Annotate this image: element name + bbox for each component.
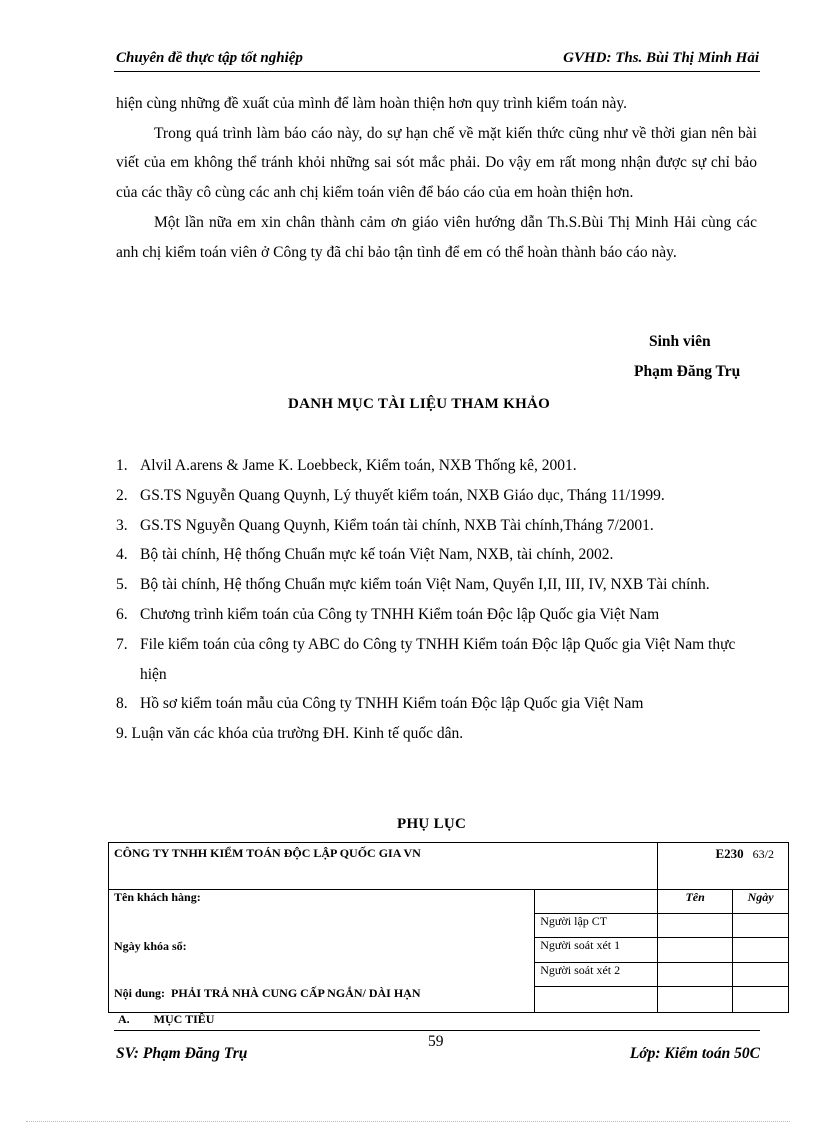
name-cell <box>658 913 733 938</box>
reference-number: 8. <box>116 695 128 713</box>
appendix-title: PHỤ LỤC <box>397 816 467 832</box>
date-cell <box>733 962 789 987</box>
name-cell <box>658 938 733 963</box>
reference-number: 3. <box>116 516 128 534</box>
audit-form-table <box>108 842 789 1013</box>
reference-item <box>116 689 759 719</box>
reference-item <box>116 540 759 570</box>
footer-rule <box>114 1030 760 1031</box>
reference-text: Hồ sơ kiểm toán mẫu của Công ty TNHH Kiểm toán Độc lập Quốc gia Việt Nam <box>140 695 644 713</box>
role-cell: Người soát xét 2 <box>535 962 658 987</box>
content-value: PHẢI TRẢ NHÀ CUNG CẤP NGẮN/ DÀI HẠN <box>171 986 421 1000</box>
footer-left: SV: Phạm Đăng Trụ <box>116 1045 248 1062</box>
paragraph-2: Trong quá trình làm báo cáo này, do sự hạn chế về mặt kiến thức cũng như về thời gian nên bài viết của em không thể tránh khỏi những sai sót mắc phải. Do vậy em rất mong nhận được sự chỉ bảo của các thầy cô cùng các anh chị kiểm toán viên để báo cáo của em hoàn thiện hơn. <box>116 124 757 202</box>
col-date-header: Ngày <box>733 890 789 914</box>
role-cell: Người lập CT <box>535 913 658 938</box>
section-a <box>118 1012 214 1027</box>
form-info-cell <box>109 890 535 1013</box>
reference-item <box>116 481 759 511</box>
reference-number: 5. <box>116 576 128 594</box>
reference-text: Bộ tài chính, Hệ thống Chuẩn mực kế toán Việt Nam, NXB, tài chính, 2002. <box>140 546 614 564</box>
signature-name: Phạm Đăng Trụ <box>634 363 741 380</box>
section-a-title: MỤC TIÊU <box>153 1012 215 1026</box>
company-cell <box>109 843 658 890</box>
reference-text: Bộ tài chính, Hệ thống Chuẩn mực kiểm toán Việt Nam, Quyển I,II, III, IV, NXB Tài chính. <box>140 576 710 594</box>
col-name-header: Tên <box>658 890 733 914</box>
reference-number: 6. <box>116 605 128 623</box>
company-name: CÔNG TY TNHH KIỂM TOÁN ĐỘC LẬP QUỐC GIA VN <box>114 846 421 860</box>
reference-number: 1. <box>116 457 128 474</box>
reference-item <box>116 570 759 600</box>
reference-item <box>116 451 759 481</box>
date-cell <box>733 987 789 1013</box>
role-cell: Người soát xét 1 <box>535 938 658 963</box>
body-text <box>116 89 757 267</box>
paragraph-1: hiện cùng những đề xuất của mình để làm hoàn thiện hơn quy trình kiểm toán này. <box>116 95 628 112</box>
closing-date-label: Ngày khóa sổ: <box>114 939 187 953</box>
reference-number: 9. <box>116 725 128 743</box>
paragraph-3: Một lần nữa em xin chân thành cảm ơn giáo viên hướng dẫn Th.S.Bùi Thị Minh Hải cùng các anh chị kiểm toán viên ở Công ty đã chỉ bảo tận tình để em có thể hoàn thành báo cáo này. <box>116 213 757 261</box>
content-label: Nội dung: <box>114 986 166 1000</box>
code-cell <box>658 843 789 890</box>
reference-item <box>116 630 759 690</box>
reference-number: 2. <box>116 486 128 504</box>
form-code-sub: 63/2 <box>752 847 774 861</box>
reference-number: 4. <box>116 546 128 564</box>
role-cell <box>535 987 658 1013</box>
header-right: GVHD: Ths. Bùi Thị Minh Hải <box>563 50 759 66</box>
references-title: DANH MỤC TÀI LIỆU THAM KHẢO <box>288 396 551 412</box>
reference-text: Alvil A.arens & Jame K. Loebbeck, Kiểm toán, NXB Thống kê, 2001. <box>140 457 577 474</box>
reference-text: File kiểm toán của công ty ABC do Công ty TNHH Kiểm toán Độc lập Quốc gia Việt Nam thực hiện <box>140 635 736 683</box>
section-a-number: A. <box>118 1012 130 1026</box>
reference-text: GS.TS Nguyễn Quang Quynh, Kiểm toán tài chính, NXB Tài chính,Tháng 7/2001. <box>140 516 654 534</box>
name-cell <box>658 962 733 987</box>
reference-text: Luận văn các khóa của trường ĐH. Kinh tế quốc dân. <box>131 725 464 743</box>
name-cell <box>658 987 733 1013</box>
page-number: 59 <box>428 1033 444 1050</box>
reference-text: Chương trình kiểm toán của Công ty TNHH Kiểm toán Độc lập Quốc gia Việt Nam <box>140 605 660 623</box>
date-cell <box>733 938 789 963</box>
client-label: Tên khách hàng: <box>114 890 201 904</box>
header-rule <box>114 71 760 72</box>
reference-item <box>116 719 759 749</box>
reference-text: GS.TS Nguyễn Quang Quynh, Lý thuyết kiểm toán, NXB Giáo dục, Tháng 11/1999. <box>140 486 665 504</box>
footer-right: Lớp: Kiểm toán 50C <box>629 1045 760 1062</box>
content-row <box>114 986 420 1001</box>
header-left: Chuyên đề thực tập tốt nghiệp <box>116 50 303 66</box>
date-cell <box>733 913 789 938</box>
reference-number: 7. <box>116 635 128 653</box>
reference-item <box>116 511 759 541</box>
references-list <box>116 451 759 749</box>
page-edge-line <box>26 1121 790 1122</box>
signature-role: Sinh viên <box>649 333 711 350</box>
blank-cell <box>535 890 658 914</box>
form-code: E230 <box>715 846 744 861</box>
reference-item <box>116 600 759 630</box>
